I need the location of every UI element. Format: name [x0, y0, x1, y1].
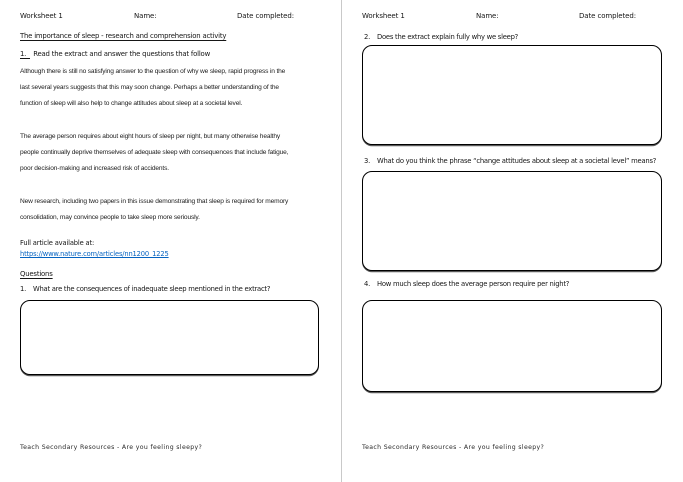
question-1-text: What are the consequences of inadequate sleep mentioned in the extract? — [33, 285, 271, 293]
text-line: people continually deprive themselves of adequate sleep with consequences that include fatigue, — [20, 149, 289, 157]
worksheet-label: Worksheet 1 — [20, 12, 63, 20]
question-3 — [364, 157, 656, 165]
question-4 — [364, 280, 569, 288]
extract-paragraph-3 — [20, 194, 288, 226]
text-line: consolidation, may convince people to take sleep more seriously. — [20, 214, 200, 222]
worksheet-title: The importance of sleep - research and comprehension activity — [20, 32, 227, 40]
question-4-text: How much sleep does the average person require per night? — [377, 280, 570, 288]
date-completed-label: Date completed: — [237, 12, 294, 20]
question-3-text: What do you think the phrase “change attitudes about sleep at a societal level” means? — [377, 157, 657, 165]
worksheet-label: Worksheet 1 — [362, 12, 405, 20]
question-1-number: 1. — [20, 285, 26, 293]
page-1-footer: Teach Secondary Resources - Are you feeling sleepy? — [20, 444, 203, 451]
extract-paragraph-1 — [20, 64, 285, 113]
name-label: Name: — [134, 12, 157, 20]
article-source-label: Full article available at: — [20, 239, 95, 247]
date-completed-label: Date completed: — [579, 12, 636, 20]
question-2 — [364, 33, 518, 41]
instruction-number: 1. — [20, 50, 30, 59]
question-2-text: Does the extract explain fully why we sleep? — [377, 33, 518, 41]
answer-box-question-3[interactable] — [362, 171, 662, 271]
page-2 — [341, 0, 683, 482]
instruction-text: Read the extract and answer the questions that follow — [33, 50, 211, 58]
questions-heading: Questions — [20, 270, 53, 278]
text-line: last several years suggests that this may soon change. Perhaps a better understanding of the — [20, 84, 279, 92]
page-1 — [0, 0, 341, 482]
instruction-line — [20, 50, 210, 59]
page-2-footer: Teach Secondary Resources - Are you feeling sleepy? — [362, 444, 545, 451]
extract-paragraph-2 — [20, 129, 288, 178]
question-4-number: 4. — [364, 280, 370, 288]
article-link[interactable]: https://www.nature.com/articles/nn1200_1225 — [20, 250, 169, 258]
text-line: The average person requires about eight hours of sleep per night, but many otherwise healthy — [20, 133, 281, 140]
answer-box-question-2[interactable] — [362, 45, 662, 145]
question-2-number: 2. — [364, 33, 370, 41]
answer-box-question-4[interactable] — [362, 300, 662, 392]
question-3-number: 3. — [364, 157, 370, 165]
text-line: Although there is still no satisfying answer to the question of why we sleep, rapid progress in the — [20, 68, 286, 75]
question-1 — [20, 285, 270, 293]
text-line: New research, including two papers in this issue demonstrating that sleep is required for memory — [20, 198, 289, 205]
text-line: poor decision-making and increased risk of accidents. — [20, 165, 169, 173]
answer-box-question-1[interactable] — [20, 300, 319, 375]
article-source — [20, 238, 169, 260]
text-line: function of sleep will also help to change attitudes about sleep at a societal level. — [20, 100, 243, 108]
name-label: Name: — [476, 12, 499, 20]
